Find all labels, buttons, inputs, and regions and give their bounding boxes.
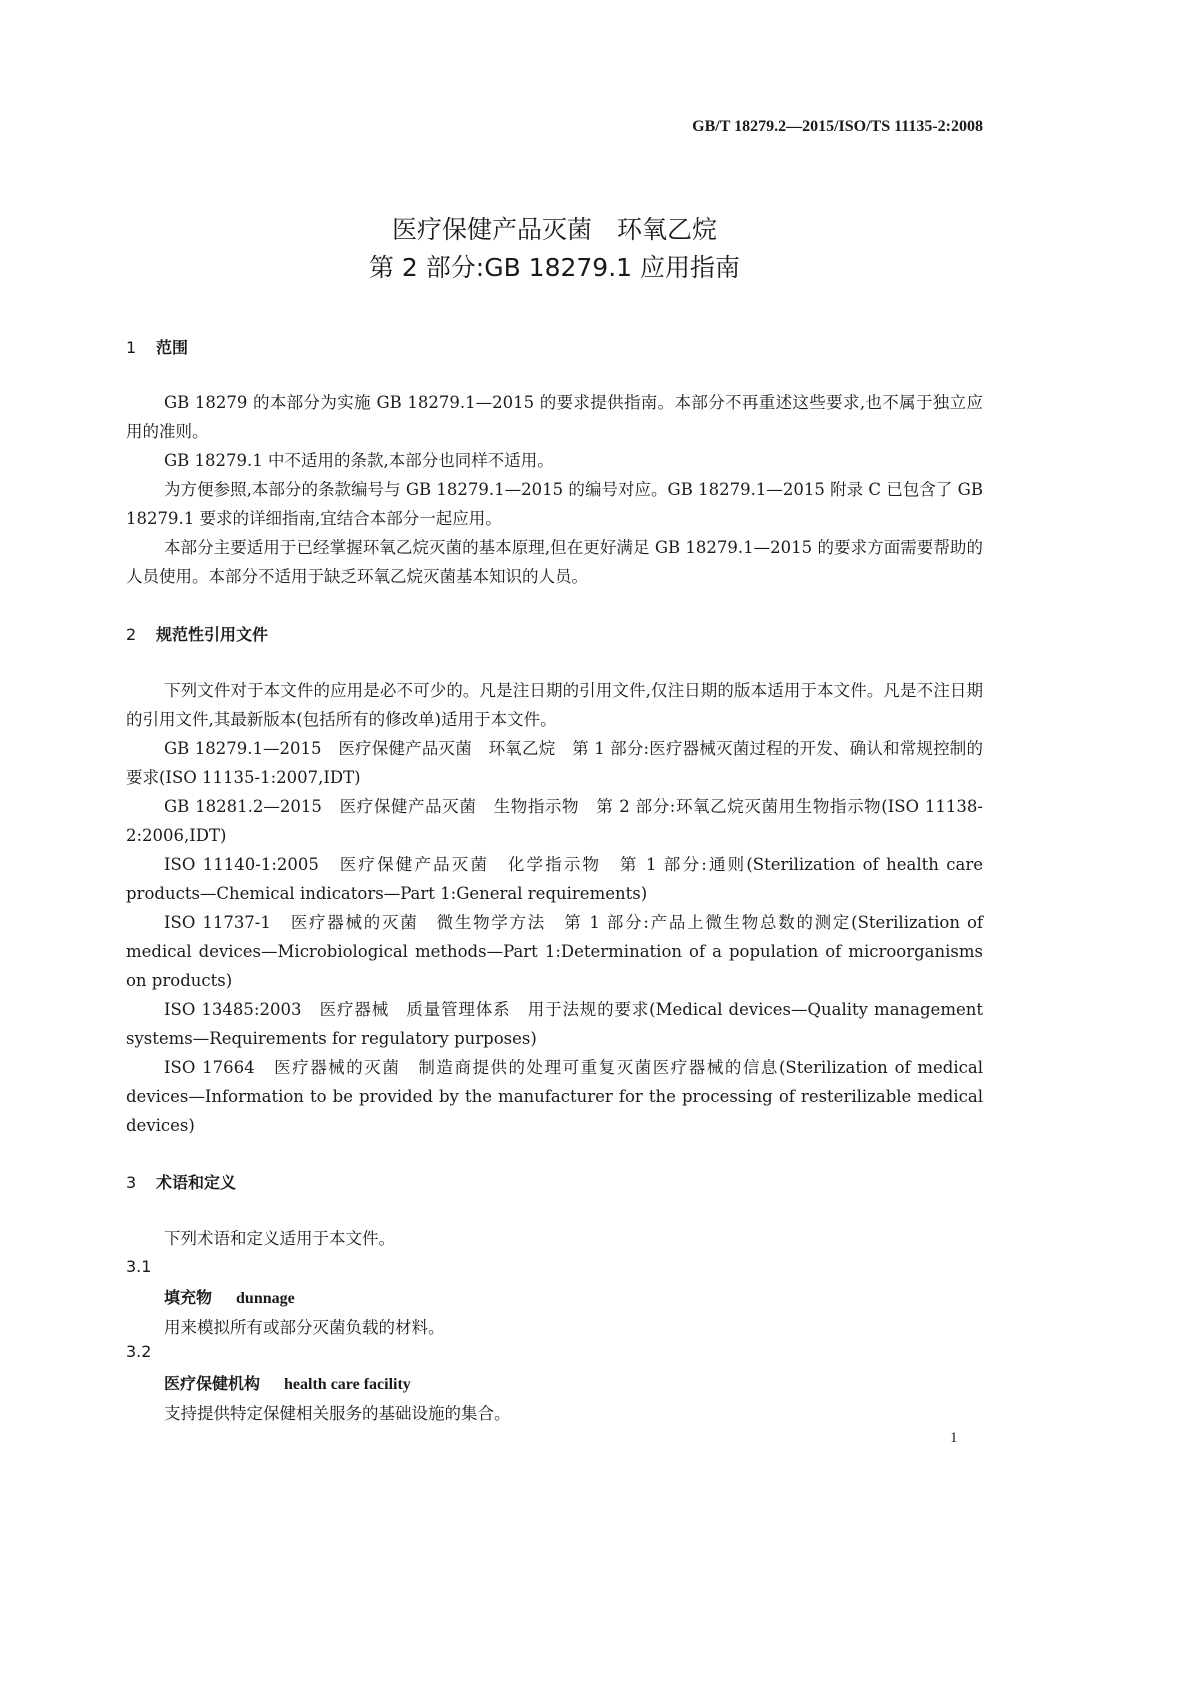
paragraph: GB 18279.1 中不适用的条款,本部分也同样不适用。 [164,451,554,470]
reference-item: ISO 13485:2003 医疗器械 质量管理体系 用于法规的要求(Medical devices—Quality management systems—Requirements for regulatory purposes) [126,1000,983,1048]
paragraph: 本部分主要适用于已经掌握环氧乙烷灭菌的基本原理,但在更好满足 GB 18279.1—2015 的要求方面需要帮助的人员使用。本部分不适用于缺乏环氧乙烷灭菌基本知识的人员。 [126,538,983,586]
term-heading [164,1371,411,1394]
term-en: dunnage [236,1290,295,1307]
section-heading-1 [126,335,188,358]
document-title-line1: 医疗保健产品灭菌 环氧乙烷 [391,215,717,244]
section-title: 范围 [156,338,189,357]
section-1-body [126,388,983,591]
reference-item: ISO 11737-1 医疗器械的灭菌 微生物学方法 第 1 部分:产品上微生物总数的测定(Sterilization of medical devices—Microbiological methods—Part 1:Determination of a population of microorganisms on products) [126,913,983,990]
reference-item: ISO 11140-1:2005 医疗保健产品灭菌 化学指示物 第 1 部分:通则(Sterilization of health care products—Chemical indicators—Part 1:General requirements) [126,855,983,903]
section-2-body [126,676,983,1140]
paragraph: GB 18279 的本部分为实施 GB 18279.1—2015 的要求提供指南。本部分不再重述这些要求,也不属于独立应用的准则。 [126,393,983,441]
section-number: 3 [126,1173,137,1192]
term-heading [164,1285,295,1308]
paragraph: 下列文件对于本文件的应用是必不可少的。凡是注日期的引用文件,仅注日期的版本适用于本文件。凡是不注日期的引用文件,其最新版本(包括所有的修改单)适用于本文件。 [126,681,983,729]
reference-item: GB 18281.2—2015 医疗保健产品灭菌 生物指示物 第 2 部分:环氧乙烷灭菌用生物指示物(ISO 11138-2:2006,IDT) [126,797,983,845]
term-number: 3.1 [126,1257,152,1276]
paragraph: 下列术语和定义适用于本文件。 [164,1229,395,1248]
document-title-line2: 第 2 部分:GB 18279.1 应用指南 [368,253,741,282]
reference-item: ISO 17664 医疗器械的灭菌 制造商提供的处理可重复灭菌医疗器械的信息(Sterilization of medical devices—Information to be provided by the manufacturer for the processing of resterilizable medical devices) [126,1058,983,1135]
section-number: 1 [126,338,137,357]
section-number: 2 [126,625,137,644]
term-zh: 医疗保健机构 [164,1374,261,1393]
section-title: 规范性引用文件 [156,625,269,644]
term-definition: 用来模拟所有或部分灭菌负载的材料。 [164,1318,445,1337]
term-number: 3.2 [126,1342,152,1361]
term-en: health care facility [284,1376,411,1393]
section-3-body [126,1224,983,1253]
term-zh: 填充物 [164,1288,213,1307]
term-definition: 支持提供特定保健相关服务的基础设施的集合。 [164,1404,511,1423]
section-heading-3 [126,1170,236,1193]
standard-header: GB/T 18279.2—2015/ISO/TS 11135-2:2008 [692,118,983,135]
page-number: 1 [950,1430,958,1446]
section-heading-2 [126,622,268,645]
reference-item: GB 18279.1—2015 医疗保健产品灭菌 环氧乙烷 第 1 部分:医疗器械灭菌过程的开发、确认和常规控制的要求(ISO 11135-1:2007,IDT) [126,739,983,787]
paragraph: 为方便参照,本部分的条款编号与 GB 18279.1—2015 的编号对应。GB 18279.1—2015 附录 C 已包含了 GB 18279.1 要求的详细指南,宜结合本部分一起应用。 [126,480,983,528]
section-title: 术语和定义 [156,1173,237,1192]
